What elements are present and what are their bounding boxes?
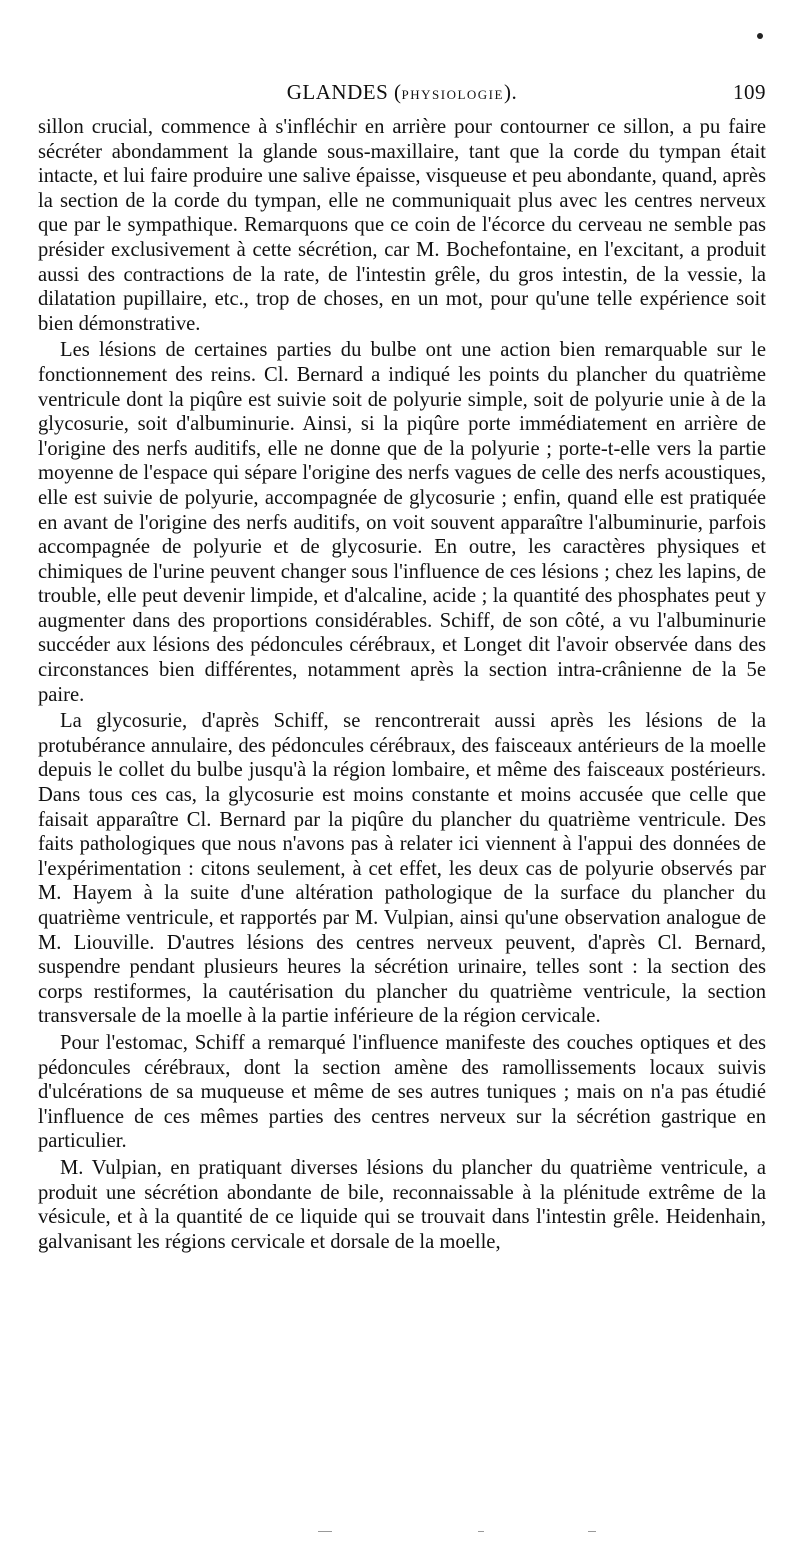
body-text [38, 115, 766, 1256]
running-header [38, 80, 766, 110]
scan-mark [588, 1531, 596, 1532]
running-title-main: GLANDES [286, 80, 389, 104]
paragraph-2: Les lésions de certaines parties du bulbe ont une action bien remarquable sur le fonctionnement des reins. Cl. Bernard a indiqué les points du plancher du quatrième ventricule dont la piqûre est suivie soit de polyurie simple, soit de polyurie unie à de la glycosurie, soit d'albuminurie. Ainsi, si la piqûre porte immédiatement en arrière de l'origine des nerfs auditifs, elle ne donne que de la polyurie ; porte-t-elle vers la partie moyenne de l'espace qui sépare l'origine des nerfs vagues de celle des nerfs acoustiques, elle est suivie de polyurie, accompagnée de glycosurie ; enfin, quand elle est pratiquée en avant de l'origine des nerfs auditifs, on voit souvent apparaître l'albuminurie, parfois accompagnée de polyurie et de glycosurie. En outre, les caractères physiques et chimiques de l'urine peuvent changer sous l'influence de ces lésions ; chez les lapins, de trouble, elle peut devenir limpide, et d'alcaline, acide ; la quantité des phosphates peut y augmenter dans des proportions considérables. Schiff, de son côté, a vu l'albuminurie succéder aux lésions des pédoncules cérébraux, et Longet dit l'avoir observée dans des circonstances bien différentes, notamment après la section intra-crânienne de la 5e paire. [38, 339, 766, 706]
paragraph-3: La glycosurie, d'après Schiff, se rencontrerait aussi après les lésions de la protubérance annulaire, des pédoncules cérébraux, des faisceaux antérieurs de la moelle depuis le collet du bulbe jusqu'à la région lombaire, et même des faisceaux postérieurs. Dans tous ces cas, la glycosurie est moins constante et moins accusée que celle que faisait apparaître Cl. Bernard par la piqûre du plancher du quatrième ventricule. Des faits pathologiques que nous n'avons pas à relater ici viennent à l'appui des données de l'expérimentation : citons seulement, à cet effet, les deux cas de polyurie observés par M. Hayem à la suite d'une altération pathologique de la surface du plancher du quatrième ventricule, et rapportés par M. Vulpian, ainsi qu'une observation analogue de M. Liouville. D'autres lésions des centres nerveux peuvent, d'après Cl. Bernard, suspendre pendant plusieurs heures la sécrétion urinaire, telles sont : la section des corps restiformes, la cautérisation du plancher du quatrième ventricule, la section transversale de la moelle à la partie inférieure de la région cervicale. [38, 710, 766, 1028]
scan-mark [318, 1531, 332, 1532]
paragraph-1: sillon crucial, commence à s'infléchir en arrière pour contourner ce sillon, a pu faire sécréter abondamment la glande sous-maxillaire, tant que la corde du tympan était intacte, et lui faire produire une salive épaisse, visqueuse et peu abondante, quand, après la section de la corde du tympan, elle ne communiquait plus avec les centres nerveux que par le sympathique. Remarquons que ce coin de l'écorce du cerveau ne semble pas présider exclusivement à cette sécrétion, car M. Bochefontaine, en l'excitant, a produit aussi des contractions de la rate, de l'intestin grêle, du gros intestin, de la vessie, la dilatation pupillaire, etc., trop de choses, en un mot, pour qu'une telle expérience soit bien démonstrative. [38, 116, 766, 335]
running-title-paren-open: ( [394, 80, 402, 104]
scan-mark [478, 1531, 484, 1532]
paragraph-5: M. Vulpian, en pratiquant diverses lésions du plancher du quatrième ventricule, a produit une sécrétion abondante de bile, reconnaissable à la plénitude extrême de la vésicule, et à la quantité de ce liquide qui se trouvait dans l'intestin grêle. Heidenhain, galvanisant les régions cervicale et dorsale de la moelle, [38, 1156, 766, 1253]
running-title-subject: PHYSIOLOGIE [401, 87, 504, 102]
running-title-paren-close: ). [503, 80, 518, 104]
bottom-scan-marks [0, 1531, 800, 1535]
paragraph-4: Pour l'estomac, Schiff a remarqué l'influence manifeste des couches optiques et des pédoncules cérébraux, dont la section amène des ramollissements locaux suivis d'ulcérations de sa muqueuse et même de ses autres tuniques ; mais on n'a pas étudié l'influence de ces mêmes parties des centres nerveux sur la sécrétion gastrique en particulier. [38, 1031, 766, 1153]
ink-dot-mark [757, 33, 763, 39]
page-number: 109 [733, 80, 766, 104]
running-title [38, 80, 766, 105]
